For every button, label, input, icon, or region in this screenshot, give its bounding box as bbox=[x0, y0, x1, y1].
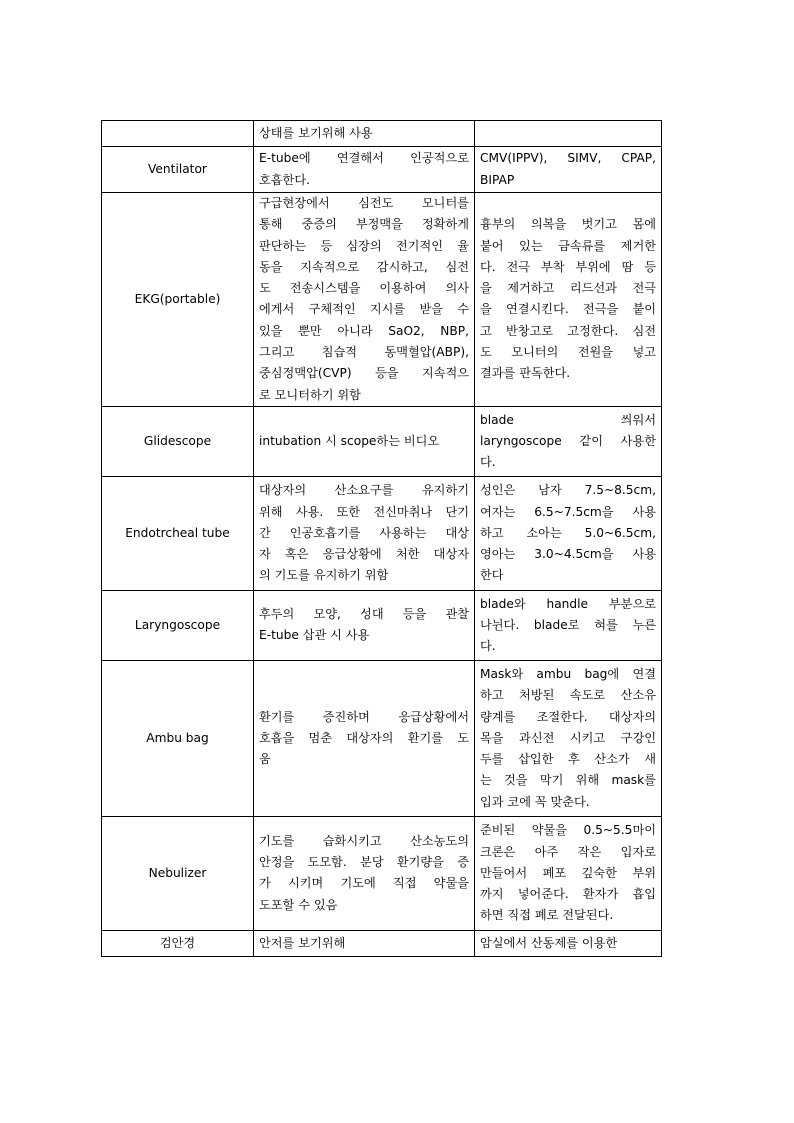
text-line: 하고 처방된 속도로 산소유 bbox=[480, 688, 656, 703]
text-line: 다. bbox=[480, 455, 496, 470]
text-line: blade와 handle 부분으로 bbox=[480, 596, 656, 611]
table-row bbox=[102, 147, 662, 193]
usage-note-cell bbox=[475, 406, 662, 476]
table-row bbox=[102, 590, 662, 660]
text-line: 상태를 보기위해 사용 bbox=[259, 125, 373, 140]
text-line: 까지 넣어준다. 환자가 흡입 bbox=[480, 887, 656, 902]
equipment-table bbox=[101, 120, 662, 957]
table-row bbox=[102, 930, 662, 956]
text-line: BIPAP bbox=[480, 172, 515, 187]
text-line: 암실에서 산동제를 이용한 bbox=[480, 935, 618, 950]
purpose-cell bbox=[254, 660, 475, 816]
text-line: 호흡을 멈춘 대상자의 환기를 도 bbox=[259, 730, 469, 745]
text-line: CMV(IPPV), SIMV, CPAP, bbox=[480, 151, 656, 166]
text-line: 하면 직접 폐로 전달된다. bbox=[480, 908, 614, 923]
text-line: 기도를 습화시키고 산소농도의 bbox=[259, 833, 469, 848]
text-line: 간 인공호흡기를 사용하는 대상 bbox=[259, 525, 469, 540]
text-line: 의 기도를 유지하기 위함 bbox=[259, 568, 389, 583]
text-line: 에게서 구체적인 지시를 받을 수 bbox=[259, 302, 469, 317]
purpose-cell bbox=[254, 406, 475, 476]
text-line: 다. 전극 부착 부위에 땀 등 bbox=[480, 259, 656, 274]
text-line: 도 모니터의 전원을 넣고 bbox=[480, 345, 656, 360]
text-line: intubation 시 scope하는 비디오 bbox=[259, 433, 440, 448]
text-line: 을 제거하고 리드선과 전극 bbox=[480, 281, 656, 296]
equipment-name-cell: Ventilator bbox=[102, 147, 254, 193]
usage-note-cell bbox=[475, 147, 662, 193]
text-line: 환기를 증진하며 응급상황에서 bbox=[259, 709, 469, 724]
text-line: 성인은 남자 7.5~8.5cm, bbox=[480, 483, 656, 498]
text-line: 여자는 6.5~7.5cm을 사용 bbox=[480, 504, 656, 519]
equipment-name-cell: Nebulizer bbox=[102, 816, 254, 930]
text-line: 호흡한다. bbox=[259, 172, 310, 187]
equipment-name-cell: Laryngoscope bbox=[102, 590, 254, 660]
usage-note-cell bbox=[475, 660, 662, 816]
text-line: 가 시키며 기도에 직접 약물을 bbox=[259, 876, 469, 891]
table-row bbox=[102, 121, 662, 147]
text-line: 있을 뿐만 아니라 SaO2, NBP, bbox=[259, 323, 469, 338]
table-row bbox=[102, 660, 662, 816]
usage-note-cell bbox=[475, 590, 662, 660]
text-line: Mask와 ambu bag에 연결 bbox=[480, 666, 656, 681]
text-line: 움 bbox=[259, 752, 271, 767]
text-line: 량계를 조절한다. 대상자의 bbox=[480, 709, 656, 724]
text-line: 대상자의 산소요구를 유지하기 bbox=[259, 483, 469, 498]
text-line: 후두의 모양, 성대 등을 관찰 bbox=[259, 607, 469, 622]
equipment-name-cell: Endotrcheal tube bbox=[102, 476, 254, 590]
text-line: 는 것을 막기 위해 mask를 bbox=[480, 773, 656, 788]
text-line: 만들어서 폐포 깊숙한 부위 bbox=[480, 865, 656, 880]
text-line: 판단하는 등 심장의 전기적인 율 bbox=[259, 238, 469, 253]
purpose-cell bbox=[254, 193, 475, 407]
usage-note-cell bbox=[475, 193, 662, 407]
usage-note-cell bbox=[475, 121, 662, 147]
text-line: 을 연결시킨다. 전극을 붙이 bbox=[480, 302, 656, 317]
purpose-cell bbox=[254, 930, 475, 956]
text-line: 도 전송시스템을 이용하여 의사 bbox=[259, 281, 469, 296]
purpose-cell bbox=[254, 476, 475, 590]
text-line: 영아는 3.0~4.5cm을 사용 bbox=[480, 547, 656, 562]
text-line: 고 반창고로 고정한다. 심전 bbox=[480, 323, 656, 338]
table-row bbox=[102, 476, 662, 590]
equipment-table-body bbox=[102, 121, 662, 957]
text-line: 중심정맥압(CVP) 등을 지속적으 bbox=[259, 366, 469, 381]
purpose-cell bbox=[254, 147, 475, 193]
usage-note-cell bbox=[475, 816, 662, 930]
usage-note-cell bbox=[475, 930, 662, 956]
equipment-name-cell bbox=[102, 121, 254, 147]
purpose-cell bbox=[254, 121, 475, 147]
equipment-name-cell: 검안경 bbox=[102, 930, 254, 956]
text-line: 목을 과신전 시키고 구강인 bbox=[480, 730, 656, 745]
table-row bbox=[102, 406, 662, 476]
text-line: E-tube에 연결해서 인공적으로 bbox=[259, 151, 469, 166]
text-line: 한다 bbox=[480, 568, 504, 583]
text-line: 위해 사용. 또한 전신마취나 단기 bbox=[259, 504, 469, 519]
equipment-name-cell: Ambu bag bbox=[102, 660, 254, 816]
text-line: 자 혹은 응급상황에 처한 대상자 bbox=[259, 547, 469, 562]
table-row bbox=[102, 816, 662, 930]
text-line: 흉부의 의복을 벗기고 몸에 bbox=[480, 217, 656, 232]
text-line: 결과를 판독한다. bbox=[480, 366, 571, 381]
text-line: 붙어 있는 금속류를 제거한 bbox=[480, 238, 656, 253]
text-line: laryngoscope 같이 사용한 bbox=[480, 433, 656, 448]
table-row bbox=[102, 193, 662, 407]
text-line: 도포할 수 있음 bbox=[259, 897, 338, 912]
text-line: 로 모니터하기 위함 bbox=[259, 387, 361, 402]
equipment-name-cell: EKG(portable) bbox=[102, 193, 254, 407]
text-line: 두를 삽입한 후 산소가 새 bbox=[480, 752, 656, 767]
text-line: 구급현장에서 심전도 모니터를 bbox=[259, 196, 469, 210]
text-line: 나뉜다. blade로 혀를 누른 bbox=[480, 617, 656, 632]
text-line: 통해 중증의 부정맥을 정확하게 bbox=[259, 217, 469, 232]
text-line: 그리고 침습적 동맥혈압(ABP), bbox=[259, 345, 469, 360]
text-line: 하고 소아는 5.0~6.5cm, bbox=[480, 525, 656, 540]
text-line: 입과 코에 꼭 맞춘다. bbox=[480, 794, 590, 809]
text-line: 안저를 보기위해 bbox=[259, 935, 346, 950]
usage-note-cell bbox=[475, 476, 662, 590]
text-line: 준비된 약물을 0.5~5.5마이 bbox=[480, 823, 656, 838]
text-line: E-tube 삽관 시 사용 bbox=[259, 628, 370, 643]
text-line: 크론은 아주 작은 입자로 bbox=[480, 844, 656, 859]
text-line: 안정을 도모함. 분당 환기량을 증 bbox=[259, 855, 469, 870]
text-line: blade 씌워서 bbox=[480, 412, 656, 427]
text-line: 동을 지속적으로 감시하고, 심전 bbox=[259, 259, 469, 274]
text-line: 다. bbox=[480, 639, 496, 654]
equipment-name-cell: Glidescope bbox=[102, 406, 254, 476]
purpose-cell bbox=[254, 590, 475, 660]
purpose-cell bbox=[254, 816, 475, 930]
